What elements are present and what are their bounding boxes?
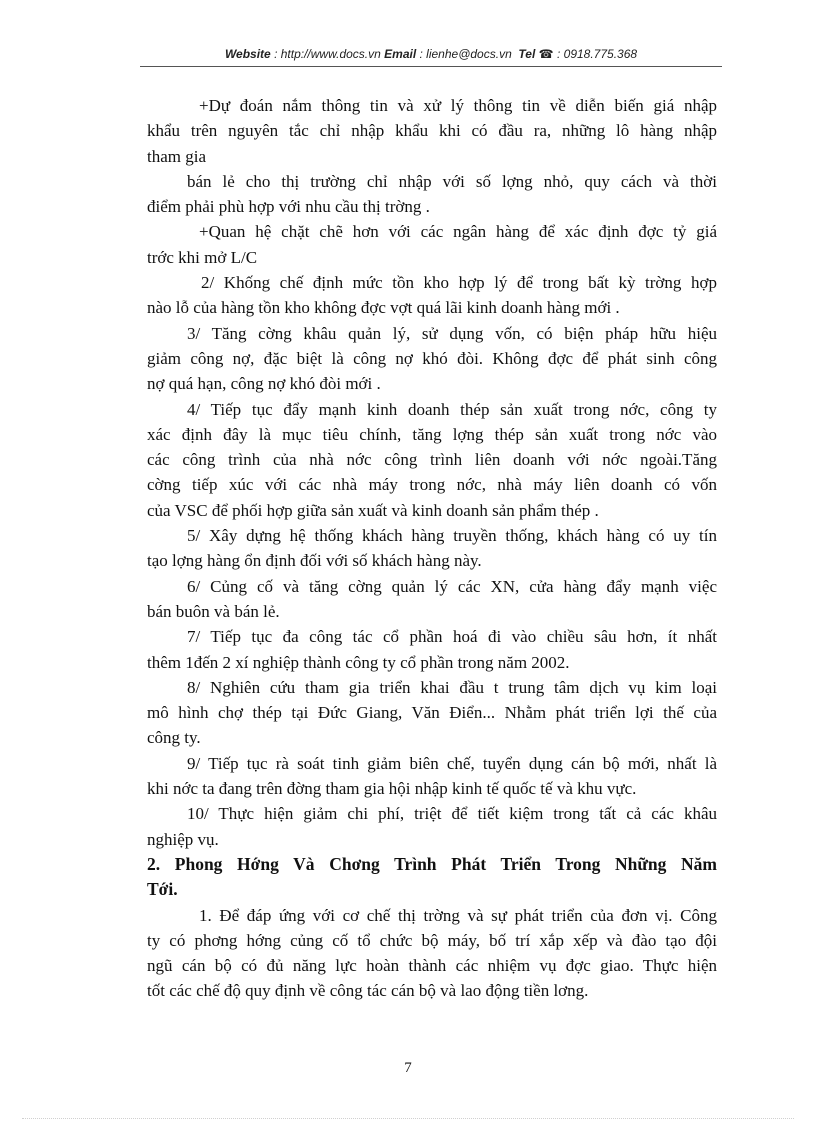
section-heading — [147, 852, 717, 903]
text-line: 7/ Tiếp tục đa công tác cổ phần hoá đi vào chiều sâu hơn, ít nhất — [187, 627, 717, 647]
email-sep: : — [416, 47, 427, 61]
text-line: bán lẻ cho thị trường chỉ nhập với số lợng nhỏ, quy cách và thời — [187, 171, 717, 191]
text-line: giảm công nợ, đặc biệt là công nợ khó đòi. Không đợc để phát sinh công — [147, 348, 717, 368]
paragraph — [147, 523, 717, 574]
text-line: khẩu trên nguyên tắc chỉ nhập khẩu khi có đầu ra, những lô hàng nhập — [147, 121, 717, 141]
paragraph — [147, 903, 717, 1004]
text-line: khi nớc ta đang trên đờng tham gia hội nhập kinh tế quốc tế và khu vực. — [147, 779, 637, 799]
paragraph — [147, 219, 717, 270]
text-line: bán buôn và bán lẻ. — [147, 601, 280, 621]
text-line: xác định đây là mục tiêu chính, tăng lợng thép sản xuất trong nớc vào — [147, 424, 717, 444]
text-line: tốt các chế độ quy định về công tác cán bộ và lao động tiền lơng. — [147, 981, 589, 1001]
text-line: 10/ Thực hiện giảm chi phí, triệt để tiết kiệm trong tất cả các khâu — [187, 804, 717, 824]
tel-value: 0918.775.368 — [563, 47, 638, 61]
text-line: cờng tiếp xúc với các nhà máy trong nớc, nhà máy liên doanh có vốn — [147, 475, 717, 495]
text-line: 1. Để đáp ứng với cơ chế thị trờng và sự phát triển của đơn vị. Công — [199, 905, 717, 925]
paragraph — [147, 751, 717, 802]
paragraph — [147, 93, 717, 169]
paragraph — [147, 574, 717, 625]
website-sep: : — [270, 47, 281, 61]
paragraph — [147, 321, 717, 397]
heading-line: Tới. — [147, 879, 178, 900]
text-line: nghiệp vụ. — [147, 829, 219, 849]
paragraph — [147, 397, 717, 523]
paragraph — [147, 270, 717, 321]
heading-line: 2. Phong Hớng Và Chơng Trình Phát Triển Trong Những Năm — [147, 853, 717, 874]
text-line: 9/ Tiếp tục rà soát tinh giảm biên chế, tuyển dụng cán bộ mới, nhất là — [187, 753, 717, 773]
website-url[interactable]: http://www.docs.vn — [280, 47, 381, 61]
text-line: nào lỗ của hàng tồn kho không đợc vợt quá lãi kinh doanh hàng mới . — [147, 298, 620, 318]
page-number: 7 — [404, 1060, 412, 1076]
website-label: Website — [224, 47, 271, 61]
paragraph — [147, 675, 717, 751]
page-header — [140, 47, 722, 61]
document-body — [147, 93, 717, 1004]
text-line: các công trình của nhà nớc công trình liên doanh với nớc ngoài.Tăng — [147, 450, 717, 470]
text-line: công ty. — [147, 728, 201, 748]
phone-icon: ☎ — [538, 47, 554, 61]
text-line: 3/ Tăng cờng khâu quản lý, sử dụng vốn, có biện pháp hữu hiệu — [187, 323, 717, 343]
email-value[interactable]: lienhe@docs.vn — [426, 47, 512, 61]
text-line: 8/ Nghiên cứu tham gia triển khai đầu t trung tâm dịch vụ kim loại — [187, 677, 717, 697]
text-line: ty có phơng hớng củng cố tổ chức bộ máy, bố trí xắp xếp và đào tạo đội — [147, 930, 717, 950]
paragraph — [147, 169, 717, 220]
text-line: của VSC để phối hợp giữa sản xuất và kinh doanh sản phẩm thép . — [147, 500, 599, 520]
text-line: thêm 1đến 2 xí nghiệp thành công ty cổ phần trong năm 2002. — [147, 652, 570, 672]
text-line: mô hình chợ thép tại Đức Giang, Văn Điển... Nhằm phát triển lợi thế của — [147, 703, 717, 723]
page-bottom-border — [22, 1118, 794, 1119]
text-line: 6/ Củng cố và tăng cờng quản lý các XN, cửa hàng đẩy mạnh việc — [187, 576, 717, 596]
tel-label: Tel — [518, 47, 536, 61]
header-divider — [140, 66, 722, 67]
text-line: +Quan hệ chặt chẽ hơn với các ngân hàng để xác định đợc tỷ giá — [199, 222, 717, 242]
paragraph — [147, 801, 717, 852]
text-line: +Dự đoán nắm thông tin và xử lý thông tin về diễn biến giá nhập — [199, 96, 717, 115]
text-line: điểm phải phù hợp với nhu cầu thị trờng . — [147, 197, 430, 217]
text-line: nợ quá hạn, công nợ khó đòi mới . — [147, 374, 381, 394]
email-label: Email — [384, 47, 417, 61]
text-line: 5/ Xây dựng hệ thống khách hàng truyền thống, khách hàng có uy tín — [187, 526, 717, 546]
tel-sep: : — [553, 47, 564, 61]
text-line: 4/ Tiếp tục đẩy mạnh kinh doanh thép sản xuất trong nớc, công ty — [187, 399, 717, 419]
text-line: trớc khi mở L/C — [147, 247, 258, 267]
text-line: tham gia — [147, 146, 207, 166]
text-line: 2/ Khống chế định mức tồn kho hợp lý để trong bất kỳ trờng hợp — [201, 273, 717, 293]
text-line: ngũ cán bộ có đủ năng lực hoàn thành các nhiệm vụ đợc giao. Thực hiện — [147, 956, 717, 976]
text-line: tạo lợng hàng ổn định đối với số khách hàng này. — [147, 551, 482, 571]
paragraph — [147, 624, 717, 675]
